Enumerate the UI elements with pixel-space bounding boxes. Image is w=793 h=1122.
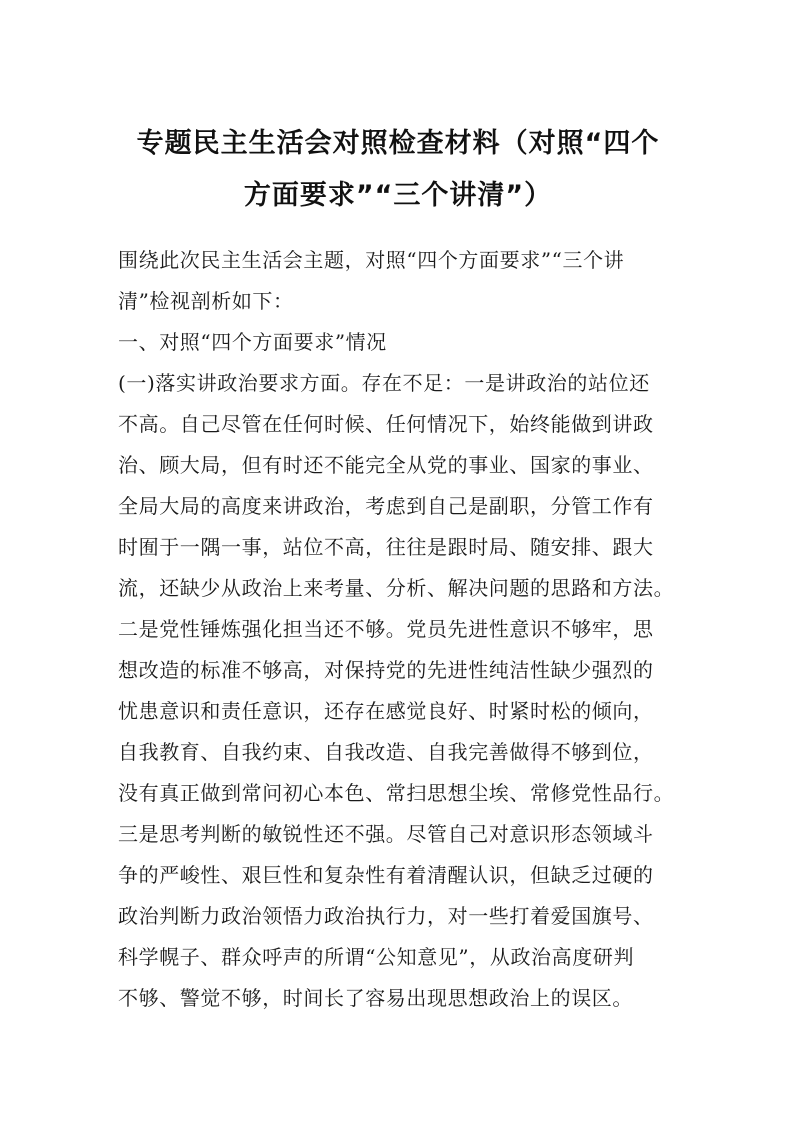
body-line: 争的严峻性、艰巨性和复杂性有着清醒认识，但缺乏过硬的 — [118, 863, 654, 887]
section-heading: 一、对照“四个方面要求”情况 — [118, 330, 387, 354]
body-line: (一)落实讲政治要求方面。存在不足：一是讲政治的站位还 — [118, 371, 650, 395]
body-line: 全局大局的高度来讲政治，考虑到自己是副职，分管工作有 — [118, 494, 654, 518]
body-line: 治、顾大局，但有时还不能完全从党的事业、国家的事业、 — [118, 453, 654, 477]
document-body — [118, 240, 678, 1019]
body-line: 忧患意识和责任意识，还存在感觉良好、时紧时松的倾向， — [118, 699, 654, 723]
body-line: 科学幌子、群众呼声的所谓“公知意见”，从政治高度研判 — [118, 945, 635, 969]
body-line: 不够、警觉不够，时间长了容易出现思想政治上的误区。 — [118, 986, 633, 1010]
body-line: 政治判断力政治领悟力政治执行力，对一些打着爱国旗号、 — [118, 904, 654, 928]
body-line: 时囿于一隅一事，站位不高，往往是跟时局、随安排、跟大 — [118, 535, 654, 559]
body-line: 三是思考判断的敏锐性还不强。尽管自己对意识形态领域斗 — [118, 822, 654, 846]
body-line: 自我教育、自我约束、自我改造、自我完善做得不够到位， — [118, 740, 654, 764]
body-line: 没有真正做到常问初心本色、常扫思想尘埃、常修党性品行。 — [118, 781, 675, 805]
title-line: 专题民主生活会对照检查材料（对照“四个 — [136, 128, 660, 159]
intro-line: 围绕此次民主生活会主题，对照“四个方面要求”“三个讲 — [118, 248, 625, 272]
body-line: 二是党性锤炼强化担当还不够。党员先进性意识不够牢，思 — [118, 617, 654, 641]
body-line: 不高。自己尽管在任何时候、任何情况下，始终能做到讲政 — [118, 412, 654, 436]
body-line: 流，还缺少从政治上来考量、分析、解决问题的思路和方法。 — [118, 576, 675, 600]
title-line: 方面要求”“三个讲清”） — [243, 180, 553, 211]
document-title — [118, 118, 678, 222]
intro-line: 清”检视剖析如下： — [118, 289, 294, 313]
body-line: 想改造的标准不够高，对保持党的先进性纯洁性缺少强烈的 — [118, 658, 654, 682]
